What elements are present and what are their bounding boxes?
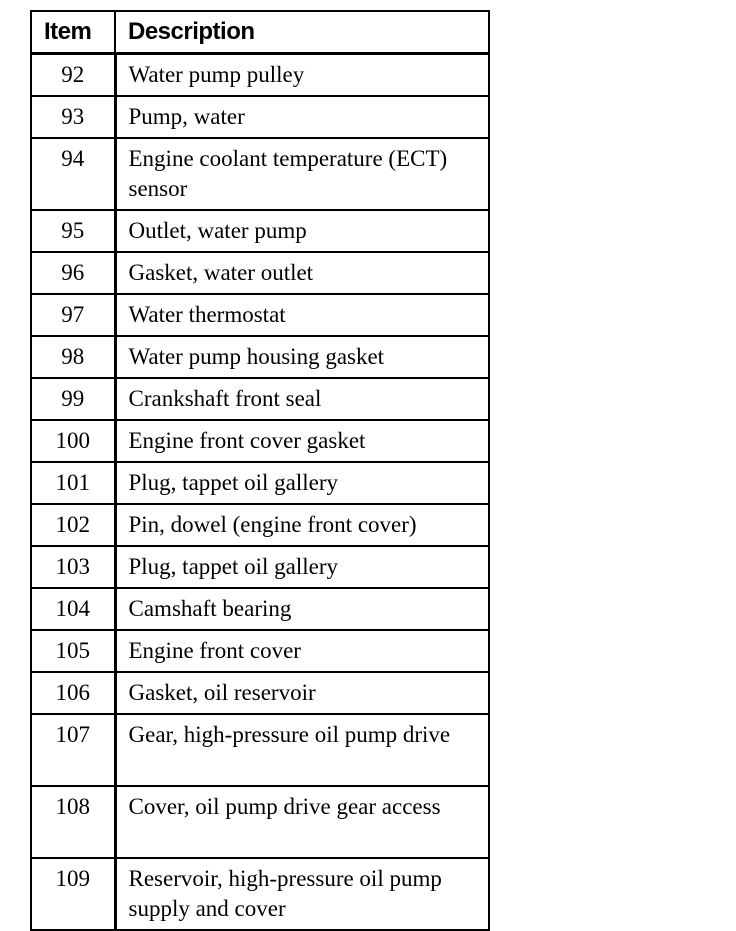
item-number: 94 bbox=[31, 138, 115, 210]
table-row bbox=[31, 138, 489, 210]
table-row bbox=[31, 336, 489, 378]
item-number: 107 bbox=[31, 714, 115, 786]
item-number: 93 bbox=[31, 96, 115, 138]
item-number: 98 bbox=[31, 336, 115, 378]
table-row bbox=[31, 546, 489, 588]
table-row bbox=[31, 630, 489, 672]
table-row bbox=[31, 252, 489, 294]
item-number: 105 bbox=[31, 630, 115, 672]
item-description: Reservoir, high-pressure oil pump supply and cover bbox=[115, 858, 489, 930]
item-description: Water pump pulley bbox=[115, 54, 489, 97]
item-description: Camshaft bearing bbox=[115, 588, 489, 630]
item-description: Plug, tappet oil gallery bbox=[115, 462, 489, 504]
parts-table bbox=[30, 10, 490, 931]
item-description: Outlet, water pump bbox=[115, 210, 489, 252]
table-row bbox=[31, 858, 489, 930]
item-number: 100 bbox=[31, 420, 115, 462]
item-number: 101 bbox=[31, 462, 115, 504]
table-row bbox=[31, 210, 489, 252]
item-description: Water thermostat bbox=[115, 294, 489, 336]
table-row bbox=[31, 588, 489, 630]
item-description: Gear, high-pressure oil pump drive bbox=[115, 714, 489, 786]
item-number: 102 bbox=[31, 504, 115, 546]
item-description: Gasket, water outlet bbox=[115, 252, 489, 294]
item-description: Engine front cover bbox=[115, 630, 489, 672]
table-row bbox=[31, 462, 489, 504]
item-number: 96 bbox=[31, 252, 115, 294]
table-row bbox=[31, 420, 489, 462]
table-row bbox=[31, 294, 489, 336]
table-row bbox=[31, 714, 489, 786]
item-description: Engine coolant temperature (ECT) sensor bbox=[115, 138, 489, 210]
item-description: Plug, tappet oil gallery bbox=[115, 546, 489, 588]
column-header-description: Description bbox=[115, 11, 489, 54]
item-number: 109 bbox=[31, 858, 115, 930]
column-header-item: Item bbox=[31, 11, 115, 54]
item-number: 92 bbox=[31, 54, 115, 97]
item-description: Engine front cover gasket bbox=[115, 420, 489, 462]
table-row bbox=[31, 786, 489, 858]
item-number: 97 bbox=[31, 294, 115, 336]
item-description: Pump, water bbox=[115, 96, 489, 138]
item-number: 104 bbox=[31, 588, 115, 630]
table-row bbox=[31, 54, 489, 97]
item-number: 108 bbox=[31, 786, 115, 858]
item-description: Crankshaft front seal bbox=[115, 378, 489, 420]
item-number: 106 bbox=[31, 672, 115, 714]
item-number: 95 bbox=[31, 210, 115, 252]
item-description: Water pump housing gasket bbox=[115, 336, 489, 378]
table-row bbox=[31, 378, 489, 420]
table-header-row bbox=[31, 11, 489, 54]
item-number: 99 bbox=[31, 378, 115, 420]
table-row bbox=[31, 672, 489, 714]
item-description: Cover, oil pump drive gear access bbox=[115, 786, 489, 858]
table-row bbox=[31, 96, 489, 138]
table-row bbox=[31, 504, 489, 546]
item-description: Gasket, oil reservoir bbox=[115, 672, 489, 714]
item-description: Pin, dowel (engine front cover) bbox=[115, 504, 489, 546]
item-number: 103 bbox=[31, 546, 115, 588]
